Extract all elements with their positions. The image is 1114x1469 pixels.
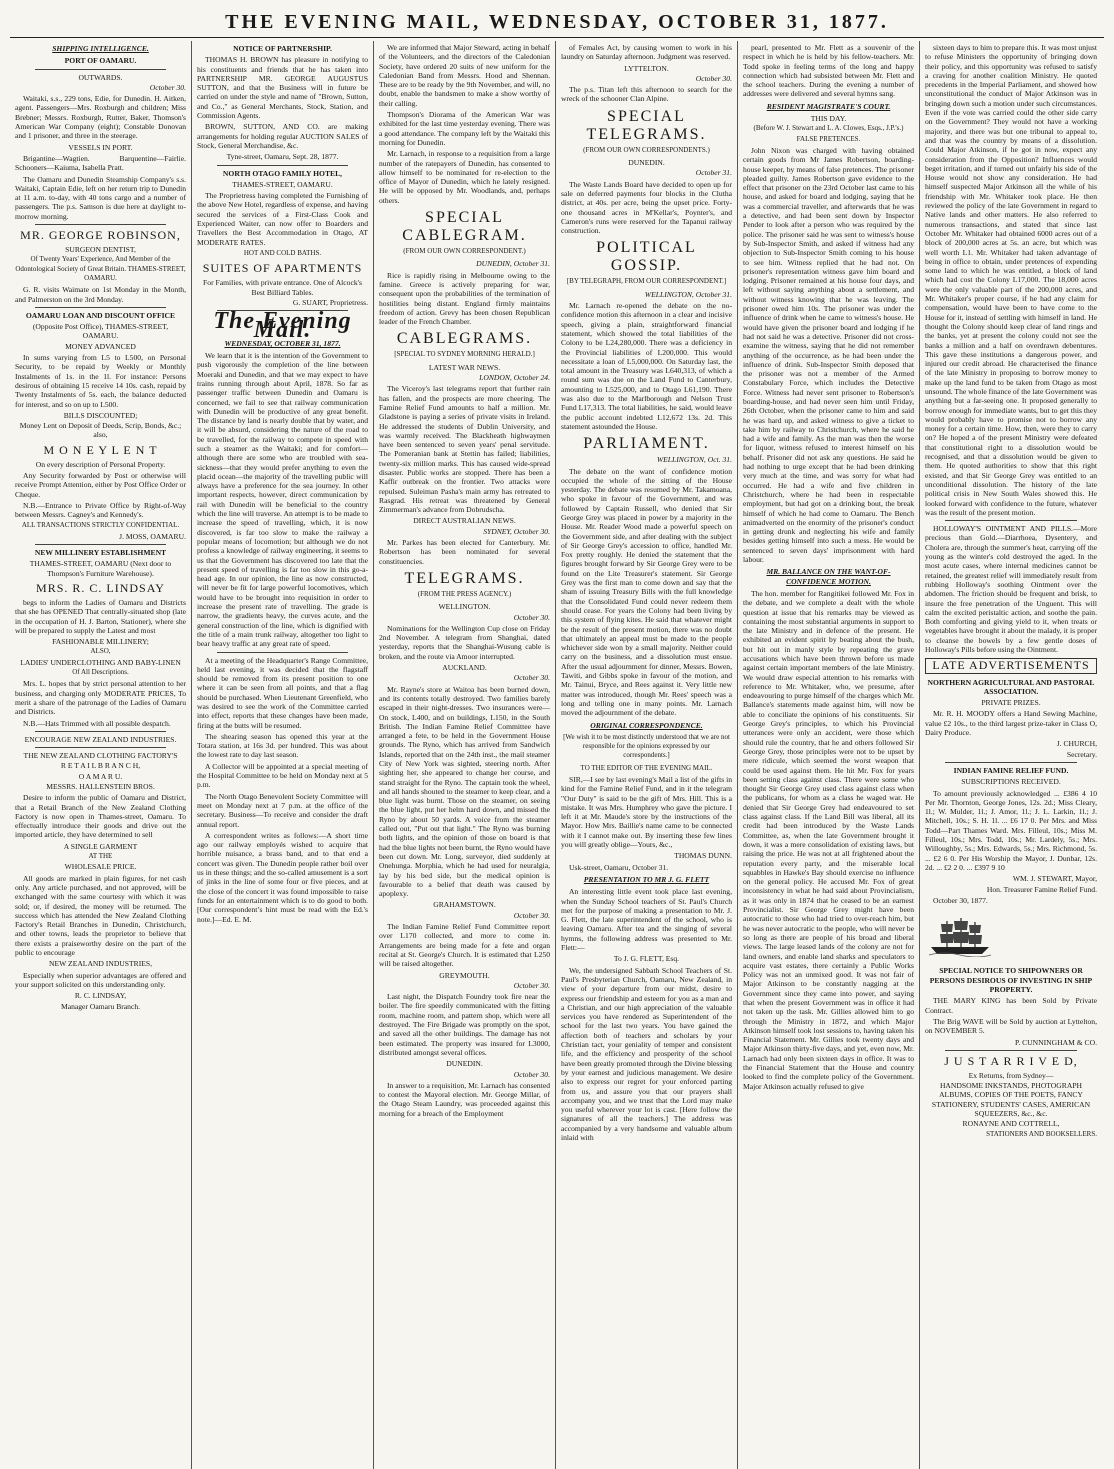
divider bbox=[35, 224, 166, 225]
special-dunedin: DUNEDIN. bbox=[628, 158, 665, 168]
port-heading: PORT OF OAMARU. bbox=[64, 56, 137, 66]
suart: G. SUART, Proprietress. bbox=[292, 297, 368, 307]
aus-text: Mr. Parkes has been elected for Canterbury. Mr. Robertson has been nominated for several constituencies. bbox=[379, 538, 550, 566]
wellington-heading: WELLINGTON. bbox=[438, 602, 491, 612]
clothing-text: Desire to inform the public of Oamaru and District, that a Retail Branch of the New Zealand Clothing Factory is now open in Thames-street, Oamaru. To effectually introduce their goods and drive out the imported article, they have determined to sell bbox=[15, 793, 186, 840]
correspondence-heading: ORIGINAL CORRESPONDENCE. bbox=[590, 720, 703, 730]
correspondent: A correspondent writes as follows:—A short time ago our railway employés wished to acquire that horrible nuisance, a brass band, and to that end a concert was given. The Dunedin people rather boil over us in these things; and the so-called amusement is a sort of jinks in the line of some four or five pieces, and at the close of the concert it was found impossible to raise funds for an entertainment which is to do good to both. [Our correspondent’s hint must be read with the Ed.'s note.]—Ed. E. M. bbox=[197, 830, 368, 924]
special-text: The Waste Lands Board have decided to open up for sale on deferred payments four blocks in the Clutha district, at 40s. per acre, being the upset price. Forty-one thousand acres in M'Kellar's, Poynter's, and Cameron's runs were reserved for the Tapanui railway construction. bbox=[561, 179, 732, 236]
false-pretences: FALSE PRETENCES. bbox=[796, 134, 861, 143]
brig-wave: The Brig WAVE will be Sold by auction at Lyttelton, on NOVEMBER 5. bbox=[925, 1016, 1097, 1036]
subscriptions: SUBSCRIPTIONS RECEIVED. bbox=[961, 777, 1061, 787]
war-date: LONDON, October 24. bbox=[479, 373, 550, 383]
robinson-visits: G. R. visits Waimate on 1st Monday in the Month, and Palmerston on the 3rd Monday. bbox=[15, 285, 186, 304]
lyttelton-heading: LYTTELTON. bbox=[624, 63, 669, 73]
gossip-date: WELLINGTON, October 31. bbox=[644, 289, 732, 299]
lyttelton-date: October 30. bbox=[695, 73, 732, 83]
gossip-heading: POLITICAL GOSSIP. bbox=[596, 239, 697, 275]
divider bbox=[35, 307, 166, 308]
cablegram-date: DUNEDIN, October 31. bbox=[476, 259, 550, 269]
gossip-sub: [BY TELEGRAPH, FROM OUR CORRESPONDENT.] bbox=[566, 277, 727, 286]
vessels-text: Brigantine—Wagtien. Barquentine—Fairlie. Schooners—Kaiuma, Isabella Pratt. bbox=[15, 153, 186, 173]
war-news: LATEST WAR NEWS. bbox=[428, 362, 501, 372]
agri-heading: NORTHERN AGRICULTURAL AND PASTORAL ASSOCIATION. bbox=[927, 677, 1095, 696]
parliament-text: The debate on the want of confidence motion occupied the whole of the sitting of the House yesterday. The debate was resumed by Mr. Takamoana, who spoke in favour of the Government, and was followed by Captain Russell, who denied that Sir George Grey was placed in power by a majority in the House. Mr. Reader Wood made a powerful speech on the Government side, and after dealing with the subject of Sir George Grey's accession to office, handled Mr. Fox pretty roughly. He denied the statement that the figures brought forward by Sir George Grey were to be found on the Lite Treasurer's statement. Sir George Grey was the first man to come down and say that the sham of issuing Treasury Bills with the full knowledge that the Consolidated Fund could never redeem them should cease. For years the Colony had been living by this system of flying kites. He said that whatever might be the result of the present motion, there was no doubt that ultimately an appeal must be made to the people whichever side won by a small majority. Neither could carry on the business, and a dissolution must ensue. After the usual adjournment for dinner, Messrs. Bowen, Tawiti, and Gibbs spoke in favour of the motion, and Mr. Tainui, Bryce, and Rees against it. Very little new matter was introduced, though Mr. Rees' speech was a long and telling one in many points. Mr. Larnach moved the adjournment of the debate. bbox=[561, 466, 732, 718]
retail: R E T A I L B R A N C H, bbox=[60, 761, 141, 771]
hallenstein: MESSRS. HALLENSTEIN BROS. bbox=[46, 782, 155, 791]
greymouth-date: October 30. bbox=[513, 980, 550, 990]
money-lent-text: On every description of Personal Property. bbox=[35, 459, 166, 469]
cunningham: P. CUNNINGHAM & CO. bbox=[1014, 1037, 1097, 1047]
grahamstown-text: The Indian Famine Relief Fund Committee report over L170 collected, and more to come in. Arrangements are being made for a fete and organ recital at St. George's Church. It is estimated that L250 will be raised altogether. bbox=[379, 922, 550, 969]
lyttelton-text: The p.s. Titan left this afternoon to search for the wreck of the schooner Clan Alpine. bbox=[561, 85, 732, 104]
auckland-date: October 30. bbox=[513, 673, 550, 683]
gossip-text: Mr. Larnach re-opened the debate on the no-confidence motion this afternoon in a clear and incisive speech, giving a plain, straightforward financial statement, which showed the total liabilities of the Colony to be L24,280,000. There was a deficiency in the Provincial liabilities of L200,000. This would necessitate a loan of L5,000,000. On Saturday last, the total amount in the Treasury was L640,313, of which a round sum was due on the Land Fund to Canterbury, amounting to L525,000, and to Otago L61,190. There was also due to the Marlborough and Nelson Trust Fund L17,313. The total liabilities, he said, would leave the public account indebted L12,672 13s. 2d. This statement astounded the House. bbox=[561, 301, 732, 431]
hotel-heading: NORTH OTAGO FAMILY HOTEL, bbox=[222, 168, 343, 178]
cablegram-sub: (FROM OUR OWN CORRESPONDENT.) bbox=[403, 247, 526, 256]
editorial: We learn that it is the intention of the Government to push vigorously the completion of the line between Moeraki and Dunedin, and that we may expect to have trains running through about April, 1878. So far as passenger traffic between Dunedin and Oamaru is concerned, we fail to see that railway communication with Dunedin will be productive of any great benefit. The distance by land is nearly double that by water, and it will be absurd, considering the nature of the road to be travelled, for the railway to compete in speed with such a steamer as the Waitaki; and for comfort—although there are some who are troubled with sea-sickness—that they would prefer anything to even the placid ocean—the majority of the travelling public will always have a preference for the sea journey. In other important respects, however, direct communication by rail with Dunedin will be beneficial to the country which the line will traverse. An attempt is to be made to increase the speed of travelling, which, it is now discovered, is far too slow to make the railway a popular means of locomotion; but although we do not profess a knowledge of railway engineering, it seems to us that the Government has discovered too late that the present speed of travelling is far too slow in this go-a-head age. In our opinion, the line as now constructed, will never be fit for large powerful locomotives, which would have to be brought into requisition in order to increase the present rate of travelling. The grade is narrow, the gradients heavy, the curves acute, and the general construction of the line, which is dignified with the title of a main trunk railway, altogether too light to bear heavy traffic at any great rate of speed. bbox=[197, 351, 368, 649]
column-6 bbox=[920, 41, 1102, 1469]
lindsay-name: MRS. R. C. LINDSAY bbox=[36, 580, 165, 595]
presentation-text: An interesting little event took place last evening, when the Sunday School teachers of St. Paul's Church met for the purpose of making a presentation to Mr. J. G. Flett, the late superintendent of the school, who is leaving Oamaru. After tea and the singing of several hymns, the following address was presented to Mr. Flett:— bbox=[561, 887, 732, 953]
column-5 bbox=[738, 41, 920, 1469]
rangers: At a meeting of the Headquarter's Range Committee, held last evening, it was decided that the flagstaff should be removed from its present position to one where it can be seen from all points, and that a flag should be purchased. When Lieutenant Greenfield, who was desired to see the work of the Committee carried into effect, reports that these changes have been made, firing at the butts will be resumed. bbox=[197, 655, 368, 730]
shipping-heading: SHIPPING INTELLIGENCE. bbox=[52, 44, 149, 53]
dunedin-date: October 30. bbox=[513, 1069, 550, 1079]
address-text: We, the undersigned Sabbath School Teachers of St. Paul's Presbyterian Church, Oamaru, New Zealand, in view of your departure from our midst, desire to express our friendship and esteem for you as a man and a Christian, and our high appreciation of the valuable services you have rendered as Superintendent of the school for the last two years. You have gained the affection both of teachers and scholars by your Christian tact, your geniality of temper and consistent life, and the efficiency and prosperity of the school have been greatly promoted through the Divine blessing by your earnest and judicious management. We desire also to express our regret for your enforced parting from us, and assure you that our prayers shall accompany you, and we trust that the Lord may make you useful wherever your lot is cast. [Here follow the signatures of all the teachers.] The address was accompanied by a very handsome and valuable album inlaid with bbox=[561, 965, 732, 1142]
collector: A Collector will be appointed at a special meeting of the Hospital Committee to be held on Monday next at 5 p.m. bbox=[197, 761, 368, 790]
auckland-heading: AUCKLAND. bbox=[442, 663, 487, 673]
single-garment: A SINGLE GARMENT bbox=[63, 841, 138, 851]
security-text: Any Security forwarded by Post or otherwise will receive Prompt Attention, either by Post Office Order or Cheque. bbox=[15, 470, 186, 499]
cablegram-text: Rice is rapidly rising in Melbourne owing to the famine. Greece is actively preparing for war, consequent upon the probabilities of the termination of hostilities being distant. England firmly maintains freedom of action. Grevy has been chosen Republican leader of the French Chamber. bbox=[379, 270, 550, 327]
continued-text: pearl, presented to Mr. Flett as a souvenir of the respect in which he is held by his fellow-teachers. Mr. Todd spoke in feeling terms of the long and happy connection which had subsisted between Mr. Flett and the school teachers. During the evening a number of addresses were delivered and several hymns sang. bbox=[743, 43, 914, 99]
court-day: THIS DAY. bbox=[810, 114, 847, 124]
millinery-heading: NEW MILLINERY ESTABLISHMENT bbox=[34, 548, 167, 558]
cablegrams-sub: [SPECIAL TO SYDNEY MORNING HERALD.] bbox=[394, 350, 535, 359]
outwards-date: October 30. bbox=[149, 82, 186, 92]
suites-text: For Families, with private entrance. One of Alcock's Best Billiard Tables. bbox=[203, 278, 362, 297]
arrived-sub: Ex Returns, from Sydney— bbox=[968, 1070, 1054, 1080]
moss: J. MOSS, OAMARU. bbox=[119, 531, 186, 541]
money-text: In sums varying from L5 to L500, on Personal Security, to be repaid by Weekly or Monthly Instalments of 1s. in the 1l. For instance: Persons desirous of obtaining 15 receive 14 10s. cash, repaid by Twenty Instalments of 5s. each, the balance deducted for interest, and so on up to L500. bbox=[15, 353, 186, 409]
grahamstown-date: October 30. bbox=[513, 910, 550, 920]
divider bbox=[35, 69, 166, 70]
benevolent: The North Otago Benevolent Society Committee will meet on Monday next at 7 p.m. at the office of the secretary. Business—To receive and consider the draft annual report. bbox=[197, 791, 368, 829]
divider bbox=[217, 652, 348, 653]
vessels-heading: VESSELS IN PORT. bbox=[68, 142, 133, 152]
special-telegrams-sub: (FROM OUR OWN CORRESPONDENTS.) bbox=[583, 145, 710, 154]
ronayne: RONAYNE AND COTTRELL, bbox=[962, 1119, 1060, 1129]
partnership-text: THOMAS H. BROWN has pleasure in notifying to his constituents and friends that he has taken into PARTNERSHIP MR. GEORGE AUGUSTUS SUTTON, and that the Business will in future be carried on under the style and name of "Brown, Sutton, and Co.," as General Merchants, Stock, Station, and Commission Agents. bbox=[197, 55, 368, 121]
aus-date: SYDNEY, October 30. bbox=[483, 526, 550, 536]
shipowners-heading: SPECIAL NOTICE TO SHIPOWNERS OR PERSONS DESIROUS OF INVESTING IN SHIP PROPERTY. bbox=[929, 966, 1093, 995]
ladies: LADIES' UNDERCLOTHING AND BABY-LINEN bbox=[20, 657, 181, 667]
sailing-ship-icon bbox=[925, 915, 995, 957]
holloway-ad: HOLLOWAY'S OINTMENT AND PILLS.—More precious than Gold.—Diarrhoea, Dysentery, and Cholera are, through the summer's heat, carrying off the young as the winter's cold destroyed the aged. In the most acute cases, where internal medicines cannot be retained, the greatest relief will immediately result from rubbing Holloway's soothing Ointment over the abdomen. The friction should be frequent and brisk, to insure the free penetration of the Unguent. This will calm the excited peristaltic action, and soothe the pain. Both comforting and giving yield to it, when treats or vegetables have brought it about the malady, it is proper to cleanse the bowels by a few gentle doses of Holloway's Pills before using the Ointment. bbox=[925, 524, 1097, 654]
just-arrived: J U S T A R R I V E D, bbox=[944, 1053, 1078, 1068]
dunedin-text: In answer to a requisition, Mr. Larnach has consented to contest the Mayoral election. Mr. George Millar, of the Otago Steam Laundry, was proceeded against this morning for a breach of the Employment bbox=[379, 1080, 550, 1118]
column-1 bbox=[10, 41, 192, 1469]
paper-date: WEDNESDAY, OCTOBER 31, 1877. bbox=[224, 338, 341, 348]
court-before: (Before W. J. Stewart and L. A. Clowes, Esqs., J.P.'s.) bbox=[753, 124, 904, 133]
letter-sign: THOMAS DUNN. bbox=[674, 851, 732, 861]
encourage: ENCOURAGE NEW ZEALAND INDUSTRIES. bbox=[24, 734, 177, 744]
secretary: Secretary. bbox=[1066, 749, 1097, 759]
larnach-item: Mr. Larnach, in response to a requisition from a large number of the ratepayers of Dunedin, has consented to allow himself to be nominated for re-election to the office of Mayor of Dunedin, which he lately resigned. He will be opposed by Mr. Woodlands, and, perhaps others. bbox=[379, 149, 550, 205]
columns bbox=[10, 41, 1104, 1469]
famine-heading: INDIAN FAMINE RELIEF FUND. bbox=[953, 765, 1069, 775]
cablegram-heading: SPECIAL CABLEGRAM. bbox=[402, 209, 527, 245]
shearing: The shearing season has opened this year at the Totara station, at 16s 3d. per hundred. This was about the lowest rate to day last season. bbox=[197, 731, 368, 760]
war-text: The Viceroy's last telegrams report that further rain has fallen, and the prospects are more cheering. The Famine Relief Fund amounts to half a million. Mr. Gladstone is paying a series of private visits in Ireland. He addressed the students of Dublin University, and was warmly received. The Blackheath highwaymen have been sentenced to seven years' penal servitude. The Pomeranian bank at Stettin has failed; liabilities, twenty-six million marks. This has caused wide-spread disaster. Public works are stopped. There has been a Kaffir outbreak on the frontier. Two attacks were repulsed. Suleiman Pasha's main army has retreated to Rasgrad. His retreat was threatened by General Zimmerman's advance from Dobrudscha. bbox=[379, 384, 550, 515]
nb-text: N.B.—Entrance to Private Office by Right-of-Way between Messrs. Cagney's and Kennedy's. bbox=[15, 500, 186, 520]
steward-item: We are informed that Major Steward, acting in behalf of the Volunteers, and the directors of the Caledonian Society, have ordered 20 suits of new uniform for the Caledonian Band from Messrs. Hood and Shennan. These are to be ready by the 9th November, and will, no doubt, enable the bandsmen to make a show worthy of their calling. bbox=[379, 43, 550, 108]
paper-name: The Evening Mail. bbox=[213, 308, 352, 344]
cablegrams-heading: CABLEGRAMS. bbox=[396, 330, 533, 348]
continued-text: of Females Act, by causing women to work in his laundry on Saturday afternoon. Judgment was reserved. bbox=[561, 43, 732, 62]
mary-king: THE MARY KING has been Sold by Private Contract. bbox=[925, 996, 1097, 1015]
manager: Manager Oamaru Branch. bbox=[60, 1001, 141, 1011]
especially: Especially when superior advantages are offered and your support solicited on this understanding only. bbox=[15, 970, 186, 989]
divider bbox=[945, 762, 1077, 763]
hotel-text: The Proprietress having completed the Furnishing of the above New Hotel, regardless of expense, and having secured the services of a First-Class Cook and Experienced Waiter, can now offer to Boarders and Travellers the Best Accommodation in Otago, AT MODERATE RATES. bbox=[197, 191, 368, 247]
also: ALSO, bbox=[90, 647, 111, 656]
telegrams-sub: (FROM THE PRESS AGENCY.) bbox=[417, 589, 512, 598]
column-3 bbox=[374, 41, 556, 1469]
robinson-name: MR. GEORGE ROBINSON, bbox=[20, 228, 181, 243]
stationers: STATIONERS AND BOOKSELLERS. bbox=[986, 1129, 1097, 1138]
late-ads-heading: LATE ADVERTISEMENTS bbox=[925, 658, 1097, 673]
special-date: October 31. bbox=[695, 168, 732, 178]
diorama-item: Thompson's Diorama of the American War was exhibited for the last time yesterday evening. There was a good attendance. The company left by the Waitaki this morning for Dunedin. bbox=[379, 110, 550, 147]
suites: SUITES OF APARTMENTS bbox=[202, 261, 363, 276]
correspondence-note: [We wish it to be most distinctly understood that we are not responsible for the opinions expressed by our correspondents.] bbox=[563, 732, 730, 760]
robinson-text: Of Twenty Years' Experience, And Member of the Odontological Society of Great Britain. THAMES-STREET, OAMARU. bbox=[15, 255, 186, 282]
dunedin-heading: DUNEDIN. bbox=[446, 1059, 483, 1069]
letter-text: SIR,—I see by last evening's Mail a list of the gifts in kind for the Famine Relief Fund, and in it the telegram "Our Duty" is said to be the gift of Mrs. Hill. This is a mistake. It was Mrs. Humphrey who gave the picture. I left it at Mr. Maude's store by the instructions of the Mayor. How Mrs. Baillie's name came to be connected with it I cannot make out. By inserting these few lines you will greatly oblige—Yours, &c., bbox=[561, 775, 732, 850]
bills-text: Money Lent on Deposit of Deeds, Scrip, Bonds, &c.; also, bbox=[19, 421, 182, 440]
hotel-sub: THAMES-STREET, OAMARU. bbox=[232, 179, 333, 189]
column-4 bbox=[556, 41, 738, 1469]
lindsay-text: begs to inform the Ladies of Oamaru and Districts that she has OPENED That centrally-situated shop (late in the occupation of H. J. Barton, Stationer), where she will be prepared to supply the Latest and most bbox=[15, 597, 186, 635]
stewart: WM. J. STEWART, Mayor, bbox=[1012, 874, 1097, 884]
baths: HOT AND COLD BATHS. bbox=[243, 248, 322, 257]
wholesale: WHOLESALE PRICE. bbox=[64, 862, 137, 872]
parliament-date: WELLINGTON, Oct. 31. bbox=[656, 455, 732, 465]
masthead-title: THE EVENING MAIL, WEDNESDAY, OCTOBER 31, 1877. bbox=[10, 0, 1104, 38]
millinery-sub: THAMES-STREET, OAMARU (Next door to Thompson's Furniture Warehouse). bbox=[29, 559, 172, 578]
continued-text: sixteen days to him to prepare this. It was most unjust to refuse Ministers the opportunity of bringing down their policy, and this opportunity was refused to satisfy a craving for another coalition Ministry. He quoted precedents in the Imperial Parliament, and showed how unconstitutional the conduct of Major Atkinson was in bringing down such a motion under such circumstances. Even if the vote was carried could the other side carry on the Government? They would not have a working majority, and there was but one tribunal to appeal to, and that was the country by means of a dissolution. Could Major Atkinson, if he got in now, expect any consideration from the Opposition? Influences would beget irritation, and if turned out unfairly his side of the House would not show any consideration. He had himself suspected Major Atkinson all the while of his friendship with Mr. Whitaker took place. He then reviewed the policy of the late Government in regard to Native lands and other matters. He also referred to numerous transactions, and stated that since last October Mr. Whitaker had obtained 6000 acres out of a block of 200,000 acres at 5s. an acre, but which was well worth L1. Mr. Whitaker had taken advantage of being in office to obtain, under pretences of expending some land to which he was entitled, a block of land which had cost the Colony L17,000. The 18,000 acres were the only valuable part of the 200,000 acres, and Mr. Whitaker's proper course, if he had any claim for compensation, would have been to have come to the House for it, instead of settling with himself in land. He thought the Colony should keep clear of land rings and the banks, yet at present the colony could not see the banks a million and a half on overdrawn debentures. This gave these institutions a dangerous power, and injured our credit abroad. He characterised the finance of the late Ministry in proposing to borrow money to make up the land fund to be taken from Otago as most unsound. The whole finance of the late Government was anything but a far-seeing one. It proposed generally to borrow enough for immediate wants, but to get this they would probably have to promise not to borrow any money for a certain time. How, then, were they to carry on? He hoped a of the present Ministry were defeated that constitutional right to a dissolution would be recognised, and that a dissolution would be given to them. He quoted authorities to show that this right existed, and that Sir George Grey was entitled to an unconditional dissolution. The history of the late political crisis in New South Wales showed this. He looked forward with confidence to the future, whatever was the result of the present motion. bbox=[925, 43, 1097, 517]
to-flett: To J. G. FLETT, Esq. bbox=[613, 954, 680, 964]
nb-hats: N.B.—Hats Trimmed with all possible despatch. bbox=[23, 718, 171, 728]
money-advanced: MONEY ADVANCED bbox=[65, 341, 136, 351]
money-lent: M O N E Y L E N T bbox=[43, 442, 158, 457]
outwards-heading: OUTWARDS. bbox=[78, 72, 123, 82]
church: J. CHURCH, bbox=[1056, 739, 1097, 749]
private-prizes: PRIVATE PRIZES. bbox=[981, 698, 1041, 708]
stewart-date: October 30, 1877. bbox=[933, 895, 988, 905]
divider bbox=[35, 731, 166, 732]
divider bbox=[35, 544, 166, 545]
telegrams-heading: TELEGRAMS. bbox=[404, 569, 525, 587]
outwards-text: Waitaki, s.s., 229 tons, Edie, for Dunedin. H. Aitken, agent. Passengers—Mrs. Roxburgh and children; Miss Brebner; Messrs. Roxburgh, Rutter, Baker, Thomson's American War Company (eight); Constable Donovan and 1 prisoner, and three in the steerage. bbox=[15, 94, 186, 141]
greymouth-text: Last night, the Dispatch Foundry took fire near the boiler. The fire speedily communicated with the fitting room, machine room, and pattern shop, which were all destroyed. The Fire Brigade was promptly on the spot, and saved all the other buildings. The damage has not been estimated. The property was insured for L3000, distributed amongst several offices. bbox=[379, 992, 550, 1057]
column-2 bbox=[192, 41, 374, 1469]
confidential: ALL TRANSACTIONS STRICTLY CONFIDENTIAL. bbox=[21, 521, 180, 530]
company-text: The Oamaru and Dunedin Steamship Company's s.s. Waitaki, Captain Edie, left on her return trip to Dunedin at 11 a.m. to-day, with 40 tons cargo and a number of passengers. The p.s. Samson is due here at daylight to-morrow morning. bbox=[15, 174, 186, 221]
brown-sign: BROWN, SUTTON, AND CO. are making arrangements for holding regular AUCTION SALES of Stock, General Merchandise, &c. bbox=[197, 122, 368, 150]
ballance-text: The hon. member for Rangitikei followed Mr. Fox in the debate, and we complete a dealt with the whole question at issue that his remarks may be viewed as containing the most substantial arguments in support to the late Ministry and in defence of the present. He exhibited an evident spirit by beating about the bush, but hit out in manly style by repeating the grave accusations which have been thrown before us made against certain important members of the late Ministry. We would draw especial attention to his remarks with reference to Mr. Whitaker, who, we presume, after endeavouring to purge himself of the charges which Mr. Ballance's statements made against him, will now be able to conciliate the opinions of his constituents. Sir George Grey's principles, to which his Provincial utterances were only an accident, were those which should rule the country, that he and others followed Sir George Grey, those principles were not to be upset by mere ridicule, which seemed the worst weapon that could be used against them. He hit Mr. Fox for years been setting class against class. There were some who thought Sir George Grey used class against class when the publicans, for whom as a class he waged war. He denied that Sir George Grey had endeavoured to set class against class. If the Land Bill was liberal, all its credit had been introduced by the Waste Lands Committee, as, when the late Government brought it down, it was a mere consolidation of existing laws, but raising the price. He was not at all frightened about the reputation every party, and the miserable local squabbles in Hawke's Bay should exercise no influence on the general policy. He accused Mr. Fox of great inconsistency in what he had said about Provincialism, as it was only in 1874 that he ceased to be an earnest Provincialist. Sir George Grey might have been autocratic to those who had tried to over-reach him, but he was never autocratic to the people, who will never be so long as there are people of his broad and liberal views. The large leased lands of the colony are not for land owners, and enable land sharks and speculators to acquire vast estates, there certainly a Public Works Policy was not an unmixed good. It was not fair of Major Atkinson to be constantly nagging at the Government since they came into power, and saying that when the present Government was in office it had not taken up the task. Mr. Gillies allowed him to go through the Ministry in 1872, and which Major Atkinson himself took lost sessions to, having taken his Financial Statement. Mr. Gillies took twenty days and Major Atkinson thirty-five days, and yet, even now, Mr. Larnach had only been sixteen days in office. It was to the Financial Statement that the House and country looked to find the complete policy of the Government. Major Atkinson actually refused to give bbox=[743, 588, 915, 1091]
aus-heading: DIRECT AUSTRALIAN NEWS. bbox=[413, 516, 516, 526]
wellington-text: Nominations for the Wellington Cup close on Friday 2nd November. A telegram from Shanghai, dated yesterday, reports that the Shanghai-Wusung cable is broken, and the route via Amoor interrupted. bbox=[379, 623, 550, 661]
grahamstown-heading: GRAHAMSTOWN. bbox=[433, 900, 496, 910]
court-text: John Nixon was charged with having obtained certain goods from Mr James Robertson, boarding-house keeper, by means of false pretences. The prisoner pleaded guilty. James Robertson gave evidence to the effect that prisoner on the 23rd October last came to his house, and asked for board and lodging, saying that he was a commercial traveller, and afterwards that he was a detective, and had been sent down by Inspector Pender to look after a person who was required by the police. The prisoner said he was sent to witness's house by Sub-Inspector Smith, and asked if witness had any objection to Sub-Inspector Smith coming to his house to see him. Witness replied that he had not. On prisoner's representation witness gave him board and lodging. Prisoner remained at his house four days, and left without saying anything about a settlement, and without witness knowing that he was leaving. The prisoner owed him 10s. The prisoner was under the influence of drink when he came to witness's house. He would have given the prisoner board and lodging if he had not said he was a detective. Prisoner did not cross-examine the witness, saying that he did not remember anything of the occurrence, as he had been under the influence of drink. Sub-Inspector Smith deposed that the prisoner was not a member of the Armed Constabulary Force, which includes the Detective Force. Witness had never sent prisoner to Robertson's boarding-house, and had never seen him until Friday, 26th October, when the prisoner came to him and said he was hard up, and asked witness to give a ticket to take him by railway to Christchurch, where he said he had a wife and family. As the man was then the worse for liquor, witness refused to interest himself on his behalf. Prisoner did not ask any questions. He said he had nothing to urge except that he had been drinking very much at the time, and was sorry for what had occurred. He had a wife and five children in Christchurch, where he had been in respectable employment, but had got on a drinking bout, the break himself of which he had come to Oamaru. The Bench animadverted on the enormity of the prisoner's conduct in getting drunk and neglecting his wife and family besides getting himself into such a mess. He would be sentenced to seven days' imprisonment with hard labour. bbox=[743, 145, 914, 565]
wellington-date: October 30. bbox=[513, 612, 550, 622]
presentation-heading: PRESENTATION TO MR J. G. FLETT bbox=[583, 874, 710, 884]
arrived-text: HANDSOME INKSTANDS, PHOTOGRAPH ALBUMS, COPIES OF THE POETS, FANCY STATIONERY, STUDENTS' CASES, AMERICAN SQUEEZERS, &c., &c. bbox=[931, 1081, 1091, 1118]
robinson-title: SURGEON DENTIST, bbox=[65, 245, 136, 255]
lindsay-sign: R. C. LINDSAY, bbox=[74, 991, 127, 1001]
divider bbox=[945, 1050, 1077, 1051]
loan-sub: (Opposite Post Office), THAMES-STREET, OAMARU. bbox=[32, 322, 169, 341]
oamaru: O A M A R U. bbox=[78, 771, 123, 781]
fashionable: FASHIONABLE MILLINERY; bbox=[52, 637, 149, 647]
clothing-heading: THE NEW ZEALAND CLOTHING FACTORY'S bbox=[23, 751, 178, 761]
auckland-text: Mr. Rayne's store at Waitoa has been burned down, and its contents totally destroyed. Two families barely escaped in their night-dresses. Two insurances were—On stock, L400, and on buildings, L150, in the South British. The Indian Famine Relief Committee have arranged a fete, to be held in the Government House grounds. The Ryno, which has arrived from Sandwich Islands, reported that on the 24th inst., the mail steamer City of New York was sighted, steering north. After sighting her, she appeared to change her course, and stand straight for the Ryno. The captain took the wheel, and all hands shouted to the steamer to keep clear, and a blue light was burnt. Those on the steamer, on seeing the blue light, put her helm hard down, and missed the Ryno by about 50 yards. A voice from the steamer called out, "Put out that light." The Ryno was burning both lights, and the opinion of those on board is that had the blue lights not been burnt, the Ryno would have been cut down. Mr. Long, surveyor, died suddenly at Onehunga. Morphia, which he had used for neuralgia, lay by his bed side, but the medical opinion is favourable to a belief that death was caused by apoplexy. bbox=[379, 684, 550, 899]
partnership-heading: NOTICE OF PARTNERSHIP. bbox=[233, 44, 332, 53]
divider bbox=[35, 747, 166, 748]
all-descriptions: Of All Descriptions. bbox=[72, 668, 129, 677]
at-the: AT THE bbox=[88, 852, 113, 861]
parliament-heading: PARLIAMENT. bbox=[583, 435, 710, 453]
loan-heading: OAMARU LOAN AND DISCOUNT OFFICE bbox=[25, 310, 176, 320]
greymouth-heading: GREYMOUTH. bbox=[439, 970, 490, 980]
hopes: Mrs. L. hopes that by strict personal attention to her business, and charging only MODERATE PRICES, To merit a share of the patronage of the Ladies of Oamaru and Districts. bbox=[15, 679, 186, 717]
treasurer: Hon. Treasurer Famine Relief Fund. bbox=[986, 884, 1097, 894]
nz-industries: NEW ZEALAND INDUSTRIES, bbox=[49, 959, 152, 969]
divider bbox=[945, 520, 1077, 521]
agri-text: Mr. R. H. MOODY offers a Hand Sewing Machine, value £2 10s., to the third largest prize-taker in Class O, Dairy Produce. bbox=[925, 709, 1097, 738]
editor-to: TO THE EDITOR OF THE EVENING MAIL. bbox=[580, 763, 713, 772]
wholesale-text: All goods are marked in plain figures, for net cash only. Any article purchased, and not approved, will be exchanged with the same courtesy with which it was sold; or, if desired, the money will be returned. The success which has attended the New Zealand Clothing Factory's Retail Branches in Dunedin, Christchurch, and other towns, leads the proprietor to believe that there exists a praiseworthy desire on the part of the public to encourage bbox=[15, 873, 186, 958]
special-telegrams-heading: SPECIAL TELEGRAMS. bbox=[586, 107, 707, 143]
court-heading: RESIDENT MAGISTRATE'S COURT. bbox=[766, 101, 891, 111]
tyne: Tyne-street, Oamaru, Sept. 28, 1877. bbox=[226, 152, 339, 162]
divider bbox=[217, 165, 348, 166]
famine-text: To amount previously acknowledged ... £386 4 10 Per Mr. Thornton, George Jones, 12s. 2d.; Miss Cleary, 1l.; W. Mulder, 1l.; J. Amor, 1l.; J. L. Larkin, 1l.; J. Mitchell, 10s.; S. H. 1l. ... £6 17 0. Per Mrs. and Miss Todd—Part Thames Ward. Mrs. Filleul, 10s.; Miss M. Filleul, 10s.; Mrs. Todd, 10s.; Mr. Lardely, 5s.; Mrs. Willoughby, 5s.; Mrs. Edwards, 5s.; Mrs. Richmond, 5s. ... £2 6 0. Per His Worship the Mayor, J. Dunbar, 12s. 2d. ... £2 2 0. ... £397 9 10 bbox=[925, 788, 1097, 872]
bills-heading: BILLS DISCOUNTED; bbox=[63, 410, 138, 420]
ballance-heading: MR. BALLANCE ON THE WANT-OF-CONFIDENCE MOTION. bbox=[766, 567, 891, 586]
letter-loc: Usk-street, Oamaru, October 31. bbox=[569, 862, 669, 872]
